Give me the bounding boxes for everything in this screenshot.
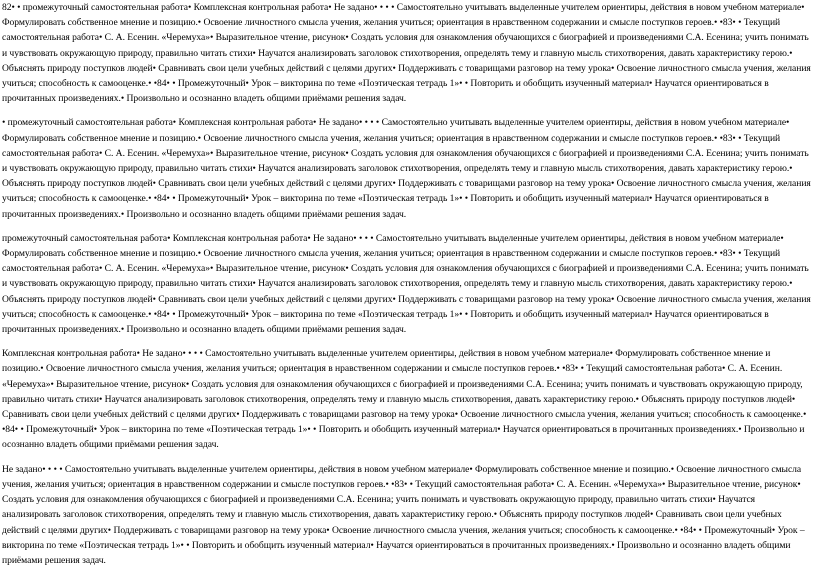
paragraph-3: промежуточный самостоятельная работа• Комплексная контрольная работа• Не задано• • • • Самостоятельно учитывать выделенные учителем ориентиры, действия в новом учебном материале• Формулировать собственное мнение и позицию.• Освоение личностного смысла учения, желания учиться; ориентация в нравственном содержании и смысле поступков героев.• •83• • Текущий самостоятельная работа• С. А. Есенин. «Черемуха»• Выразительное чтение, рисунок• Создать условия для ознакомления обучающихся с биографией и произведениями С.А. Есенина; учить понимать и чувствовать окружающую природу, правильно читать стихи• Научатся анализировать заголовок стихотворения, определять тему и главную мысль стихотворения, давать характеристику герою.• Объяснять природу поступков людей• Сравнивать свои цели учебных действий с целями других• Поддерживать с товарищами разговор на тему урока• Освоение личностного смысла учения, желания учиться; способность к самооценке.• •84• • Промежуточный• Урок – викторина по теме «Поэтическая тетрадь 1»• • Повторить и обобщить изученный материал• Научатся ориентироваться в прочитанных произведениях.• Произвольно и осознанно владеть общими приёмами решения задач. xyxy=(2,232,811,336)
paragraph-1: 82• • промежуточный самостоятельная работа• Комплексная контрольная работа• Не задано• • • • Самостоятельно учитывать выделенные учителем ориентиры, действия в новом учебном материале• Формулировать собственное мнение и позицию.• Освоение личностного смысла учения, желания учиться; ориентация в нравственном содержании и смысле поступков героев.• •83• • Текущий самостоятельная работа• С. А. Есенин. «Черемуха»• Выразительное чтение, рисунок• Создать условия для ознакомления обучающихся с биографией и произведениями С.А. Есенина; учить понимать и чувствовать окружающую природу, правильно читать стихи• Научатся анализировать заголовок стихотворения, определять тему и главную мысль стихотворения, давать характеристику герою.• Объяснять природу поступков людей• Сравнивать свои цели учебных действий с целями других• Поддерживать с товарищами разговор на тему урока• Освоение личностного смысла учения, желания учиться; способность к самооценке.• •84• • Промежуточный• Урок – викторина по теме «Поэтическая тетрадь 1»• • Повторить и обобщить изученный материал• Научатся ориентироваться в прочитанных произведениях.• Произвольно и осознанно владеть общими приёмами решения задач. xyxy=(2,2,811,105)
paragraph-gap xyxy=(2,453,814,462)
paragraph-5: Не задано• • • • Самостоятельно учитывать выделенные учителем ориентиры, действия в новом учебном материале• Формулировать собственное мнение и позицию.• Освоение личностного смысла учения, желания учиться; ориентация в нравственном содержании и смысле поступков героев.• •83• • Текущий самостоятельная работа• С. А. Есенин. «Черемуха»• Выразительное чтение, рисунок• Создать условия для ознакомления обучающихся с биографией и произведениями С.А. Есенина; учить понимать и чувствовать окружающую природу, правильно читать стихи• Научатся анализировать заголовок стихотворения, определять тему и главную мысль стихотворения, давать характеристику герою.• Объяснять природу поступков людей• Сравнивать свои цели учебных действий с целями других• Поддерживать с товарищами разговор на тему урока• Освоение личностного смысла учения, желания учиться; способность к самооценке.• •84• • Промежуточный• Урок – викторина по теме «Поэтическая тетрадь 1»• • Повторить и обобщить изученный материал• Научатся ориентироваться в прочитанных произведениях.• Произвольно и осознанно владеть общими приёмами решения задач. xyxy=(2,463,805,566)
paragraph-gap xyxy=(2,106,814,115)
paragraph-gap xyxy=(2,222,814,231)
paragraph-4: Комплексная контрольная работа• Не задано• • • • Самостоятельно учитывать выделенные учителем ориентиры, действия в новом учебном материале• Формулировать собственное мнение и позицию.• Освоение личностного смысла учения, желания учиться; ориентация в нравственном содержании и смысле поступков героев.• •83• • Текущий самостоятельная работа• С. А. Есенин. «Черемуха»• Выразительное чтение, рисунок• Создать условия для ознакомления обучающихся с биографией и произведениями С.А. Есенина; учить понимать и чувствовать окружающую природу, правильно читать стихи• Научатся анализировать заголовок стихотворения, определять тему и главную мысль стихотворения, давать характеристику герою.• Объяснять природу поступков людей• Сравнивать свои цели учебных действий с целями других• Поддерживать с товарищами разговор на тему урока• Освоение личностного смысла учения, желания учиться; способность к самооценке.• •84• • Промежуточный• Урок – викторина по теме «Поэтическая тетрадь 1»• • Повторить и обобщить изученный материал• Научатся ориентироваться в прочитанных произведениях.• Произвольно и осознанно владеть общими приёмами решения задач. xyxy=(2,348,807,451)
paragraph-2: • промежуточный самостоятельная работа• Комплексная контрольная работа• Не задано• • • • Самостоятельно учитывать выделенные учителем ориентиры, действия в новом учебном материале• Формулировать собственное мнение и позицию.• Освоение личностного смысла учения, желания учиться; ориентация в нравственном содержании и смысле поступков героев.• •83• • Текущий самостоятельная работа• С. А. Есенин. «Черемуха»• Выразительное чтение, рисунок• Создать условия для ознакомления обучающихся с биографией и произведениями С.А. Есенина; учить понимать и чувствовать окружающую природу, правильно читать стихи• Научатся анализировать заголовок стихотворения, определять тему и главную мысль стихотворения, давать характеристику герою.• Объяснять природу поступков людей• Сравнивать свои цели учебных действий с целями других• Поддерживать с товарищами разговор на тему урока• Освоение личностного смысла учения, желания учиться; способность к самооценке.• •84• • Промежуточный• Урок – викторина по теме «Поэтическая тетрадь 1»• • Повторить и обобщить изученный материал• Научатся ориентироваться в прочитанных произведениях.• Произвольно и осознанно владеть общими приёмами решения задач. xyxy=(2,117,811,220)
paragraph-gap xyxy=(2,337,814,346)
